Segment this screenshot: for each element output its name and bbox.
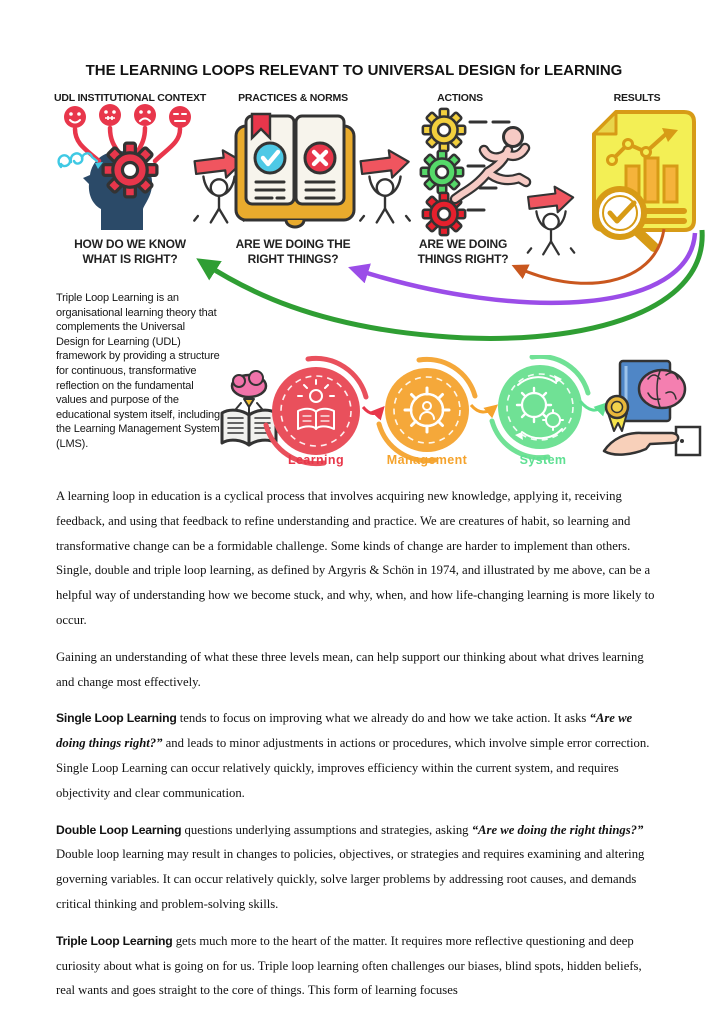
paragraph-segment: “Are we doing the right things?” <box>471 822 644 837</box>
column-label-results: RESULTS <box>613 92 661 104</box>
question-are-we-doing-the-right-things <box>213 237 373 267</box>
paragraph-segment: tends to focus on improving what we already do and how we take action. It asks <box>176 711 590 726</box>
paragraph-segment: Gaining an understanding of what these three levels mean, can help support our thinking about what drives learning and change most effectively. <box>56 649 644 689</box>
scribble-icon <box>59 153 97 167</box>
paragraph-segment: “Are we doing things right?” <box>56 711 633 751</box>
report-magnifier-icon <box>594 112 694 247</box>
question-how-do-we-know-what-is-right <box>50 237 210 267</box>
column-label-practices-norms: PRACTICES & NORMS <box>238 92 348 104</box>
paragraph-segment: gets much more to the heart of the matter. It requires more reflective questioning and deep curiosity about what is going on for us. Triple loop learning often challenges our biases, blind spots, hidden beliefs, real wants and goes straight to the core of things. This form of learning focuses <box>56 933 642 998</box>
sidebar-note: Triple Loop Learning is an organisational learning theory that complements the Universal Design for Learning (UDL) framework by providing a structure for continuous, transformative reflection on the fundamental values and purpose of the educational system itself, including the Learning Management System (LMS). <box>56 292 220 450</box>
article <box>56 484 660 1015</box>
stage-arrow-system-to-outcome <box>580 401 605 410</box>
brain-icon <box>639 370 685 408</box>
question-line: HOW DO WE KNOW <box>74 237 186 251</box>
page-title: THE LEARNING LOOPS RELEVANT TO UNIVERSAL DESIGN for LEARNING <box>85 62 623 79</box>
paragraph <box>56 929 660 1003</box>
stage-label-learning: Learning <box>288 453 344 467</box>
mind-gear-faces-icon <box>59 104 191 230</box>
management-loop-circle <box>379 359 475 460</box>
stage-label-system: System <box>519 453 567 467</box>
paragraph <box>56 706 660 805</box>
gears-runner-icon <box>421 109 526 235</box>
paragraph-segment: Single Loop Learning <box>56 711 177 726</box>
award-ribbon-icon <box>606 396 628 431</box>
stage-arrow-management-to-system <box>471 405 495 412</box>
paragraph-segment: Triple Loop Learning <box>56 933 173 948</box>
gear-icon <box>103 143 157 197</box>
question-line: THINGS RIGHT? <box>417 252 509 266</box>
paragraph <box>56 818 660 917</box>
check-circle-icon <box>255 143 285 173</box>
figure-holding-arrow-icon <box>360 148 411 222</box>
column-label-udl-institutional-context: UDL INSTITUTIONAL CONTEXT <box>53 92 207 104</box>
gear-person-icon <box>405 388 449 432</box>
question-are-we-doing-things-right <box>385 237 541 267</box>
question-line: ARE WE DOING THE <box>235 237 351 251</box>
paragraph-segment: Double loop learning may result in changes to policies, objectives, or strategies and requires examining and altering governing variables. It can occur relatively quickly, solve larger problems by addressing root causes, and demands critical thinking and problem-solving skills. <box>56 847 645 911</box>
paragraph-segment: A learning loop in education is a cyclical process that involves acquiring new knowledge, applying it, receiving feedback, and using that feedback to refine understanding and practice. We are creatures of habit, so learning and transformative change can be a formidable challenge. Some kinds of change are harder to implement than others. Single, double and triple loop learning, as defined by Argyris & Schön in 1974, and illustrated by me above, can be a helpful way of understanding how we become stuck, and why, when, and how life-changing learning is more likely to occur. <box>56 489 655 627</box>
paragraph <box>56 645 660 695</box>
question-line: ARE WE DOING <box>418 237 508 251</box>
open-book-check-cross-icon <box>236 114 354 227</box>
paragraph <box>56 484 660 633</box>
learning-loop-circle <box>266 358 366 463</box>
column-label-actions: ACTIONS <box>437 92 483 104</box>
stage-label-management: Management <box>386 453 468 467</box>
paragraph-segment: and leads to minor adjustments in actions or procedures, which involve simple error correction. Single Loop Learning can occur relatively quickly, improves efficiency within the current system, and requires objectivity and clear communication. <box>56 736 650 800</box>
question-line: WHAT IS RIGHT? <box>82 252 178 266</box>
hand-book-brain-award-icon <box>604 361 700 455</box>
system-loop-circle <box>492 356 588 457</box>
emoji-faces-icon <box>64 104 191 128</box>
paragraph-segment: questions underlying assumptions and strategies, asking <box>181 822 472 837</box>
question-line: RIGHT THINGS? <box>247 252 339 266</box>
hand-icon <box>604 427 700 455</box>
stage-arrow-learning-to-management <box>363 407 382 414</box>
paragraph-segment: Double Loop Learning <box>56 822 182 837</box>
